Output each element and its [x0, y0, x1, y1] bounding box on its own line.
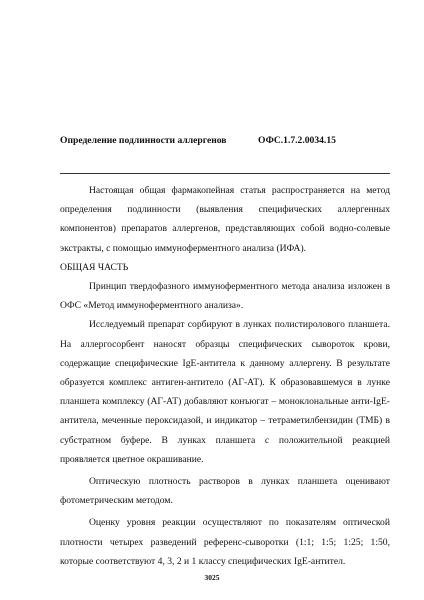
document-body — [60, 181, 390, 571]
page-number: 3025 — [204, 573, 220, 582]
body-paragraph: Принцип твердофазного иммуноферментного метода анализа изложен в ОФС «Метод иммуноферментного анализа». — [60, 281, 390, 312]
monograph-code: ОФС.1.7.2.0034.15 — [258, 135, 336, 146]
header-divider — [60, 173, 390, 174]
monograph-title: Определение подлинности аллергенов — [60, 135, 227, 146]
body-paragraph: Исследуемый препарат сорбируют в лунках полистиролового планшета. На аллергосорбент наносят образцы специфических сывороток крови, содержащие специфические IgE-антитела к данному аллергену. В результате образуется комплекс антиген-антитело (АГ-АТ). К образовавшемуся в лунке планшета комплексу (АГ-АТ) добавляют конъюгат – моноклональные анти-IgE-антитела, меченные пероксидазой, и индикатор – тетраметилбензидин (ТМБ) в субстратном буфере. В лунках планшета с положительной реакцией проявляется цветное окрашивание. — [60, 319, 390, 465]
body-paragraph: Оценку уровня реакции осуществляют по показателям оптической плотности четырех разведений референс-сыворотки (1:1; 1:5; 1:25; 1:50, которые соответствуют 4, 3, 2 и 1 классу специфических IgE-антител. — [60, 517, 390, 567]
intro-paragraph: Настоящая общая фармакопейная статья распространяется на метод определения подлинности (выявления специфических аллергенных компонентов) препаратов аллергенов, представляющих собой водно-солевые экстракты, с помощью иммуноферментного анализа (ИФА). — [60, 185, 390, 254]
body-paragraph: Оптическую плотность растворов в лунках планшета оценивают фотометрическим методом. — [60, 476, 390, 507]
section-heading: ОБЩАЯ ЧАСТЬ — [60, 261, 129, 273]
